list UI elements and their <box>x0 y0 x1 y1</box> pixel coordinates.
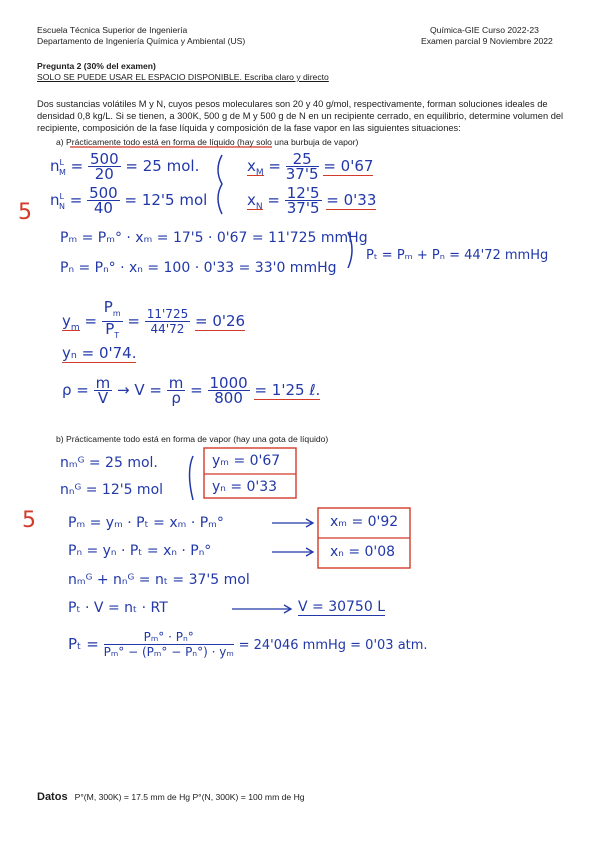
xn-liquid: $x_N$ = $\frac{12'5}{37'5}$ = 0'33 <box>247 184 377 217</box>
part-b-heading: b) Prácticamente todo está en forma de vapor (hay una gota de líquido) <box>56 434 329 444</box>
moles-m-vapor: nₘᴳ = 25 mol. <box>60 455 158 471</box>
total-pressure-b: Pₜ = $\frac{\text{Pₘ° · Pₙ°}}{\text{Pₘ° − (Pₘ° − Pₙ°) · yₘ}}$ = 24'046 mmHg = 0'03 atm. <box>68 630 428 659</box>
yn-box-b: yₙ = 0'33 <box>212 479 278 495</box>
part-a-heading: a) Prácticamente todo está en forma de líquido (hay solo una burbuja de vapor) <box>56 137 359 147</box>
instruction-text: SOLO SE PUEDE USAR EL ESPACIO DISPONIBLE. Escriba claro y directo <box>37 72 329 82</box>
grade-part-a: 5 <box>18 200 32 225</box>
grade-part-b: 5 <box>22 508 36 533</box>
department-name: Departamento de Ingeniería Química y Ambiental (US) <box>37 36 246 46</box>
course-label: Química-GIE Curso 2022-23 <box>430 25 539 35</box>
exam-date: Examen parcial 9 Noviembre 2022 <box>421 36 553 46</box>
partial-pressure-m: Pₘ = Pₘ° · xₘ = 17'5 · 0'67 = 11'725 mmHg <box>60 230 368 246</box>
school-name: Escuela Técnica Superior de Ingeniería <box>37 25 188 35</box>
xm-box-b: xₘ = 0'92 <box>330 514 399 530</box>
eq-pn-b: Pₙ = yₙ · Pₜ = xₙ · Pₙ° <box>68 543 212 559</box>
datos-values: P°(M, 300K) = 17.5 mm de Hg P°(N, 300K) = 100 mm de Hg <box>74 792 305 802</box>
question-title: Pregunta 2 (30% del examen) <box>37 61 156 71</box>
datos-label: Datos <box>37 791 68 803</box>
eq-pm-b: Pₘ = yₘ · Pₜ = xₘ · Pₘ° <box>68 515 224 531</box>
ym-box-b: yₘ = 0'67 <box>212 453 281 469</box>
moles-n-vapor: nₙᴳ = 12'5 mol <box>60 482 164 498</box>
volume-calc-a: ρ = $\frac{m}{V}$ → V = $\frac{m}{\rho}$ = $\frac{1000}{800}$ = 1'25 ℓ. <box>62 374 321 407</box>
volume-result-b: V = 30750 L <box>298 599 385 615</box>
yn-vapor-a: yₙ = 0'74. <box>62 344 137 362</box>
partial-pressure-n: Pₙ = Pₙ° · xₙ = 100 · 0'33 = 33'0 mmHg <box>60 260 337 276</box>
question-statement: Dos sustancias volátiles M y N, cuyos pesos moleculares son 20 y 40 g/mol, respectivamente, forman soluciones ideales de densidad 0,8 kg/L. Si se tienen, a 300K, 500 g de M y 500 g de N en un recipiente cerrado, en equilibrio, determine volumen del recipiente, composición de la fase líquida y composición de la fase vapor en las siguientes situaciones: <box>37 99 564 133</box>
eq-total-moles: nₘᴳ + nₙᴳ = nₜ = 37'5 mol <box>68 572 250 588</box>
total-pressure-a: Pₜ = Pₘ + Pₙ = 44'72 mmHg <box>366 248 549 263</box>
moles-n-liquid: $n^L_N$ = $\frac{500}{40}$ = 12'5 mol <box>50 184 208 217</box>
moles-m-liquid: $n^L_M$ = $\frac{500}{20}$ = 25 mol. <box>50 150 200 183</box>
ym-vapor-a: $y_m$ = $\frac{P_m}{P_T}$ = $\frac{11'725}{44'72}$ = 0'26 <box>62 298 246 340</box>
eq-ideal-gas: Pₜ · V = nₜ · RT <box>68 600 168 616</box>
xn-box-b: xₙ = 0'08 <box>330 544 396 560</box>
xm-liquid: $x_M$ = $\frac{25}{37'5}$ = 0'67 <box>247 150 374 183</box>
